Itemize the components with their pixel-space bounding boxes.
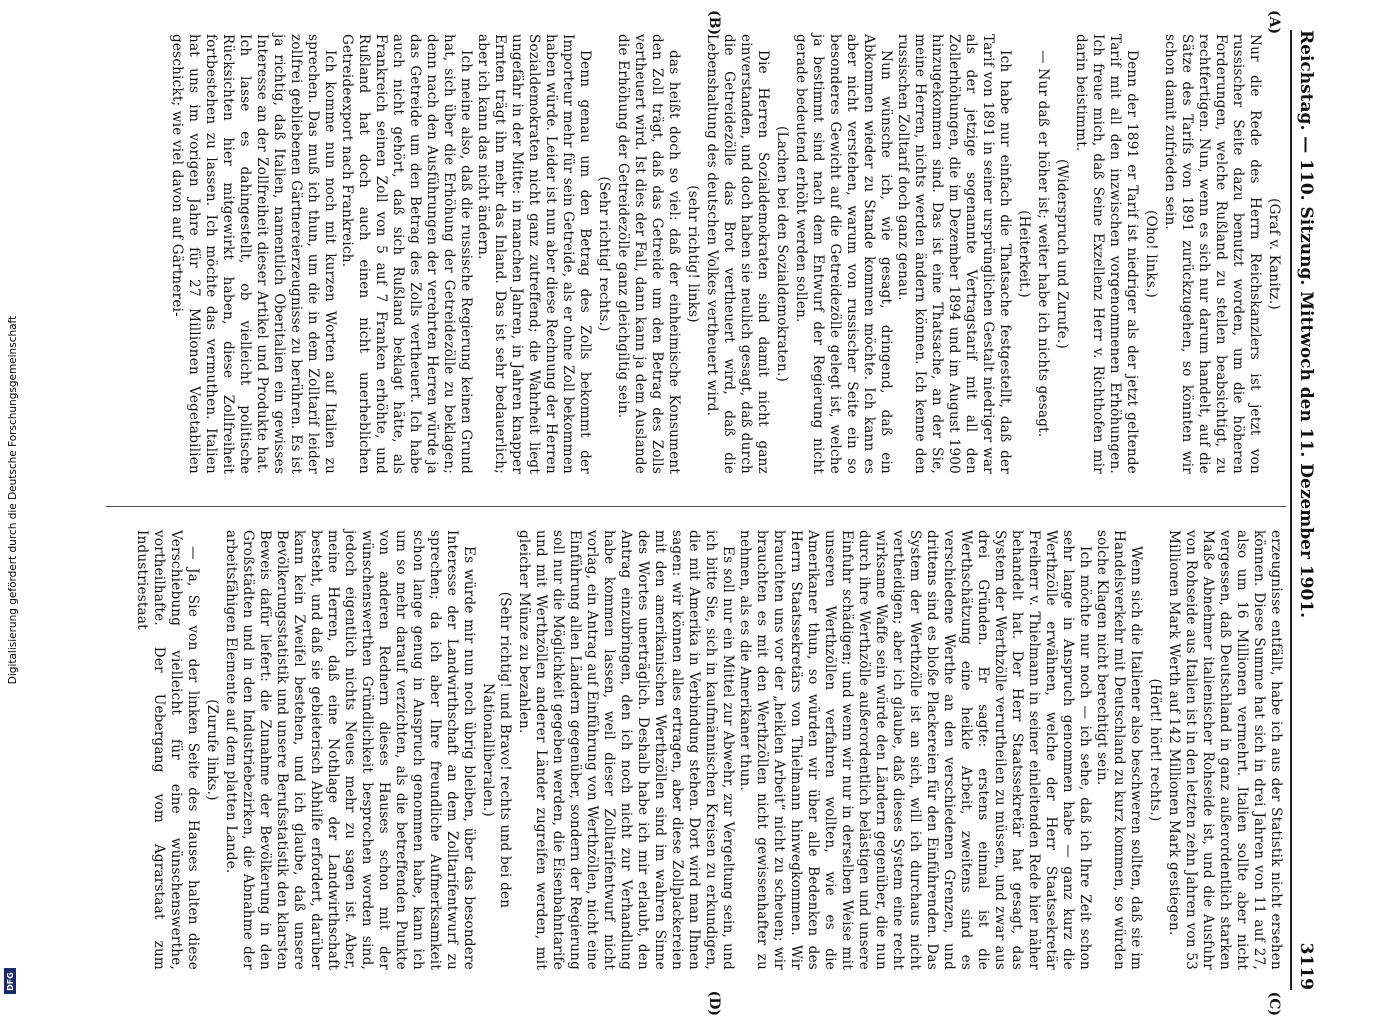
margin-mark-d: (D) (706, 990, 722, 1016)
page-header (1292, 30, 1320, 990)
interjection: (Widerspruch und Zurufe.) (1054, 159, 1070, 349)
side-credit (4, 0, 22, 1000)
interjection: (Sehr richtig! rechts.) (596, 176, 612, 332)
paragraph: erzeugnisse entfällt, habe ich aus der Statistik nicht ersehen können. Diese Summe hat sich in drei Jahren von 11 auf 27, also um 16 Millionen vermehrt. Italien sollte aber nicht vergessen, daß Deutschland in ganz außerordentlich starken Maße Abnehmer italienischer Rohseide ist, und die Ausfuhr von Rohseide aus Italien ist in den letzten zehn Jahren von 53 Millionen Mark Werth auf 142 Millionen Mark gestiegen. (1166, 530, 1284, 970)
paragraph: das heißt doch so viel: daß der einheimische Konsument den Zoll trägt, daß das Getreide um den Betrag des Zolls vertheuert wird. Ist dies der Fall, dann kann ja dem Auslande die Erhöhung der Getreidezölle ganz gleichgiltig sein. (615, 34, 682, 474)
margin-mark-a: (A) (1266, 10, 1282, 35)
interjection: (Graf v. Kanitz.) (1266, 198, 1282, 310)
paragraph: Denn genau um den Betrag des Zolls bekommt der Importeur mehr für sein Getreide, als er ohne Zoll bekommen haben würde. Leider ist nun aber diese Rechnung der Herren Sozialdemokraten nicht ganz zutreffend; die Wahrheit liegt ungefähr in der Mitte: in manchen Jahren, in Jahren knapper Ernten trägt ihn mehr das Inland. Das ist sehr bedauerlich; aber ich kann das nicht ändern. (475, 34, 593, 474)
paragraph: Nun wünsche ich, wie gesagt, dringend, daß ein Abkommen wieder zu Stande kommen möchte. Ich kann es aber nicht verstehen, warum von russischer Seite ein so besonderes Gewicht auf die Getreidezölle gelegt ist, welche ja bestimmt sind nach dem Entwurf der Regierung nicht gerade bedeutend erhöht werden sollen. (793, 34, 894, 474)
page-number: 3119 (1296, 942, 1316, 990)
interjection: (Zurufe links.) (204, 699, 220, 801)
interjection: (Lachen bei den Sozialdemokraten.) (774, 126, 790, 382)
paragraph: Ich meine also, daß die russische Regierung keinen Grund hat, sich über die Erhöhung der Getreidezölle zu beklagen; denn nach den Ausführungen der verehrten Herren würde ja das Getreide um den Betrag des Zolls vertheuert. Ich habe auch nicht gehört, daß sich Rußland beklagt hätte, als Frankreich seinen Zoll von 5 auf 7 Franken erhöhte, und Rußland hat doch auch einen nicht unerheblichen Getreideexport nach Frankreich. (339, 34, 474, 474)
paragraph: Die Herren Sozialdemokraten sind damit nicht ganz einverstanden, und doch haben sie neulich gesagt, daß durch die Getreidezölle das Brot vertheuert wird, daß die Lebenshaltung des deutschen Volkes vertheuert wird. (704, 34, 771, 474)
interjection: (Heiterkeit.) (1016, 210, 1032, 298)
paragraph: — Ja, Sie von der linken Seite des Hauses halten diese Verschiebung vielleicht für eine wünschenswerthe, vortheilhafte. Der Uebergang vom Agrarstaat zum Industriestaat (134, 530, 201, 970)
column-divider (106, 506, 1286, 507)
margin-mark-b: (B) (706, 10, 722, 36)
margin-mark-c: (C) (1266, 991, 1282, 1016)
interjection: (sehr richtig! links) (685, 185, 701, 323)
header-rule (1290, 30, 1292, 990)
paragraph: Es soll nur ein Mittel zur Abwehr, zur Vergeltung sein, und ich bitte Sie, sich in kaufmännischen Kreisen zu erkundigen, die mit Amerika in Verbindung stehen. Dort wird man Ihnen sagen: wir können alles ertragen, aber diese Zollplackereien mit den amerikanischen Werthzöllen sind im wahren Sinne des Wortes unerträglich. Deshalb habe ich mir erlaubt, den Antrag einzubringen, den ich noch nicht zur Verhandlung habe kommen lassen, weil dieser Zolltarifentwurf nicht vorlag, ein Antrag auf Einführung von Werthzöllen, nicht eine Einführung allen Ländern gegenüber, sondern der Regierung soll nur die Möglichkeit gegeben werden, die Eisenbahntarife und mit Werthzöllen anderer Länder zugreifen werden, mit gleicher Münze zu bezahlen. (516, 530, 736, 970)
paragraph: Ich komme nun noch mit kurzen Worten auf Italien zu sprechen. Das muß ich thun, um die in dem Zolltarif leider zollfrei gebliebenen Gärtnereierzeugnisse zu berühren. Es ist ja richtig, daß Italien, namentlich Oberitalien ein gewisses Interesse an der Zollfreiheit dieser Artikel und Produkte hat. Ich lasse es dahingestellt, ob vielleicht politische Rücksichten hier mitgewirkt haben, diese Zollfreiheit fortbestehen zu lassen. Ich möchte das vermuthen. Italien hat uns im vorigen Jahre für 27 Millionen Vegetabilien geschickt; wie viel davon auf Gärtnerei- (169, 34, 338, 474)
interjection: (Oho! links.) (1143, 209, 1159, 299)
interjection: (Hört! hört! rechts.) (1147, 678, 1163, 822)
paragraph: Es würde mir nun noch übrig bleiben, über das besondere Interesse der Landwirthschaft an dem Zolltarifentwurf zu sprechen; da ich aber Ihre freundliche Aufmerksamkeit schon lange genug in Anspruch genommen habe, kann ich um so mehr darauf verzichten, als die betreffenden Punkte von anderen Rednern dieses Hauses schon mit der wünschenswerthen Gründlichkeit besprochen worden sind, jedoch eigentlich nichts Neues mehr zu sagen ist. Aber, meine Herren, daß eine Nothlage der Landwirthschaft besteht, und daß sie gebieterisch Abhilfe erfordert, darüber kann kein Zweifel bestehen, und ich glaube, daß unsere Bevölkerungsstatistik und unsere Berufsstatistik den klarsten Beweis dafür liefert: die Zunahme der Bevölkerung in den Großstädten und in den Industriebezirken, die Abnahme der arbeitsfähigen Elemente auf dem platten Lande. (223, 530, 477, 970)
header-title: Reichstag. — 110. Sitzung. Mittwoch den 11. Dezember 1901. (1296, 30, 1316, 619)
dfg-logo: DFG (4, 968, 16, 994)
rotated-page-content (82, 10, 1322, 1016)
digitization-credit: Digitalisierung gefördert durch die Deutsche Forschungsgemeinschaft (7, 315, 19, 685)
paragraph: Nur die Rede des Herrn Reichskanzlers ist jetzt von russischer Seite dazu benutzt worden, um die höheren Forderungen, welche Rußland zu stellen beabsichtigt, zu rechtfertigen. Nun, wenn es sich nur darum handelt, auf die Sätze des Tarifs von 1891 zurückzugehen, so könnten wir schon damit zufrieden sein. (1162, 34, 1263, 474)
paragraph: — Nur daß er höher ist; weiter habe ich nichts gesagt. (1035, 50, 1051, 438)
interjection: (Sehr richtig! und Bravo! rechts und bei den Nationalliberalen.) (480, 591, 513, 909)
left-column (168, 34, 1284, 474)
right-column (133, 530, 1284, 970)
paragraph: Ich habe nur einfach die Thatsache festgestellt, daß der Tarif von 1891 in seiner ursprünglichen Gestalt niedriger war als der jetzige sogenannte Vertragstarif mit all den Zollerhöhungen, die im Dezember 1894 und im August 1900 hinzugekommen sind. Das ist eine Thatsache, an der Sie, meine Herren, nichts werden ändern können. Ich kenne den russischen Zolltarif doch ganz genau. (895, 34, 1013, 474)
paragraph: Ich möchte nur noch — ich sehe, daß ich Ihre Zeit schon sehr lange in Anspruch genommen habe — ganz kurz die Werthzölle erwähnen, welche der Herr Staatssekretär Freiherr v. Thielmann in seiner einleitenden Rede hier näher behandelt hat. Der Herr Staatssekretär hat gesagt, das System der Werthzölle verurtheilen zu müssen, und zwar aus drei Gründen. Er sagte: erstens einmal ist die Werthschätzung eine heikle Arbeit, zweitens sind es verschiedene Werthe an den verschiedenen Grenzen, und drittens sind es bloße Plackereien für den Einführenden. Das System der Werthzölle ist an sich, will ich durchaus nicht vertheidigen; aber ich glaube, daß dieses System eine recht wirksame Waffe sein würde den Ländern gegenüber, die nun durch ihre Werthzölle außerordentlich belästigen und unsere Einfuhr schädigen; und wenn wir nur in derselben Weise mit unseren Werthzöllen verfahren wollten, wie es die Amerikaner thun, so würden wir über alle Bedenken des Herrn Staatssekretärs von Thielmann hinwegkommen. Wir brauchten uns vor der „heiklen Arbeit“ nicht zu scheuen; wir brauchten es mit den Werthzöllen nicht gewissenhafter zu nehmen, als es die Amerikaner thun. (737, 530, 1093, 970)
scanned-page (60, 0, 1383, 1016)
paragraph: Wenn sich die Italiener also beschweren sollten, daß sie im Handelsverkehr mit Deutschland zu kurz kommen, so würden solche Klagen nicht berechtigt sein. (1094, 530, 1144, 970)
paragraph: Denn der 1891 er Tarif ist niedriger als der jetzt geltende Tarif mit all den inzwischen vorgenommenen Erhöhungen. Ich freue mich, daß Seine Exzellenz Herr v. Richthofen mir darin beistimmt. (1073, 34, 1140, 474)
